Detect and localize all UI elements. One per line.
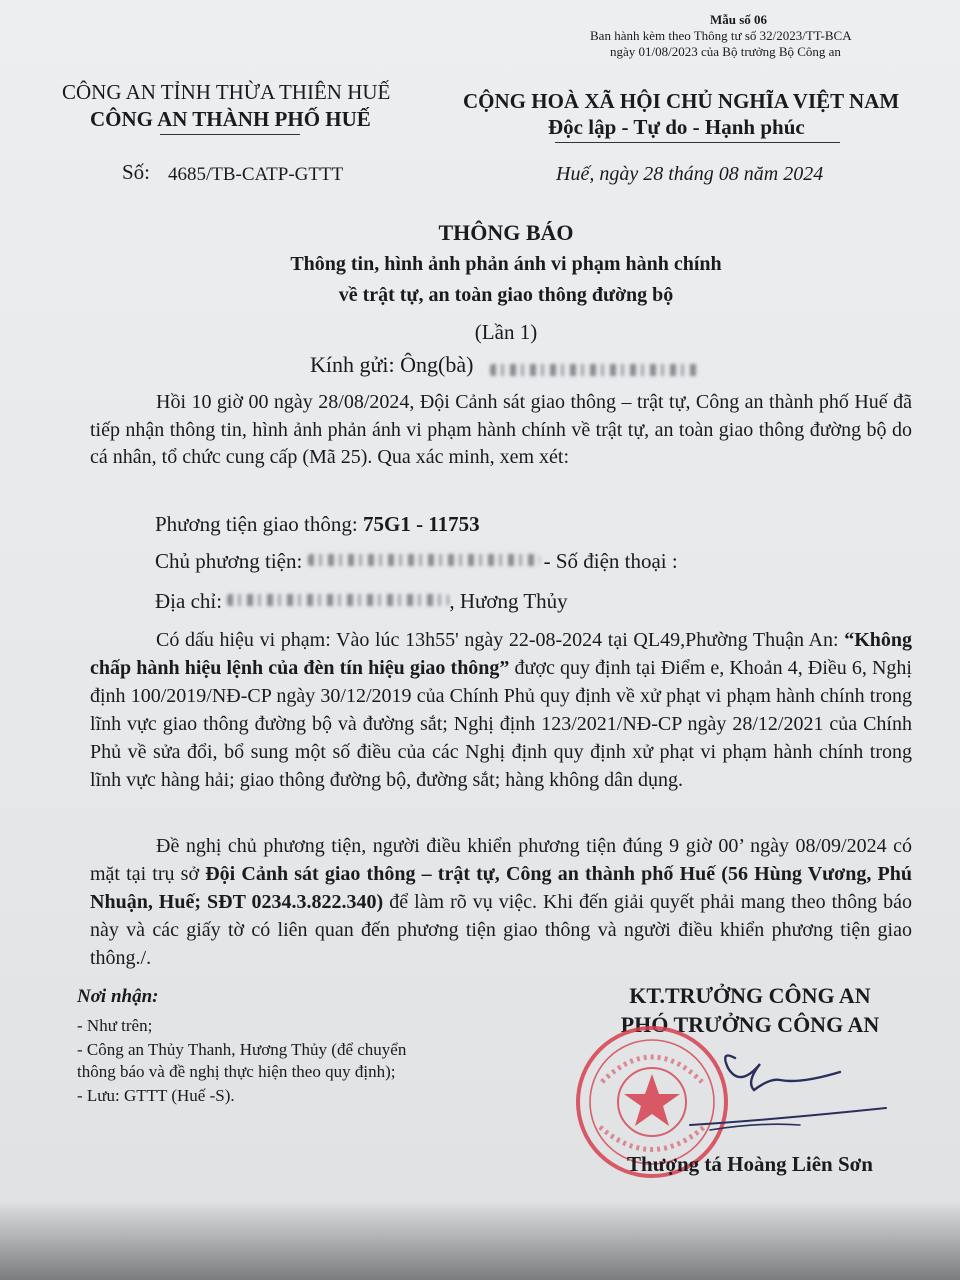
paragraph-request (90, 832, 912, 972)
owner-row (155, 549, 678, 574)
request-tail: để làm rõ vụ việc. Khi đến giải quyết phải mang theo thông báo này và các giấy tờ có liên quan đến phương tiện giao thông và người điều khiển phương tiện giao thông./. (90, 891, 913, 969)
owner-label: Chủ phương tiện: (155, 549, 308, 573)
doc-round: (Lần 1) (474, 320, 538, 344)
form-issued-line-1: Ban hành kèm theo Thông tư số 32/2023/TT-BCA (590, 28, 852, 43)
vehicle-row (155, 512, 480, 537)
form-issued-line-2: ngày 01/08/2023 của Bộ trưởng Bộ Công an (610, 44, 841, 59)
agency-name: CÔNG AN THÀNH PHỐ HUẾ (90, 107, 371, 131)
motto-underline (555, 142, 840, 143)
handwritten-signature-icon (650, 1030, 890, 1140)
doc-subtitle-2: về trật tự, an toàn giao thông đường bộ (338, 284, 674, 306)
agency-underline (160, 134, 300, 135)
form-number: Mẫu số 06 (710, 12, 768, 27)
phone-label: - Số điện thoại : (543, 549, 678, 573)
signer-name: Thượng tá Hoàng Liên Sơn (627, 1152, 873, 1176)
doc-title: THÔNG BÁO (438, 220, 574, 245)
receivers-title: Nơi nhận: (77, 986, 159, 1007)
receivers-line-4: - Lưu: GTTT (Huế -S). (77, 1086, 235, 1105)
paragraph-intro (90, 389, 912, 472)
redacted-address (227, 594, 449, 606)
doc-number-label: Số: (122, 160, 151, 184)
violation-legal-basis: được quy định tại Điểm e, Khoản 4, Điều 6, Nghị định 100/2019/NĐ-CP ngày 30/12/2019 của Chính Phủ quy định về xử phạt vi phạm hành chính trong lĩnh vực giao thông đường bộ và đường sắt; Nghị định 123/2021/NĐ-CP ngày 28/12/2021 của Chính Phủ về sửa đổi, bổ sung một số điều của các Nghị định quy định xử phạt vi phạm hành chính trong lĩnh vực hàng hải; giao thông đường bộ, đường sắt; hàng không dân dụng. (90, 657, 912, 791)
signature-title-2: PHÓ TRƯỞNG CÔNG AN (620, 1012, 880, 1037)
recipient-label: Kính gửi: Ông(bà) (310, 352, 474, 377)
receivers-line-2: - Công an Thủy Thanh, Hương Thủy (để chuyển (77, 1040, 407, 1059)
receivers-line-1: - Như trên; (77, 1016, 153, 1035)
paragraph-violation (90, 626, 912, 794)
nation-motto: Độc lập - Tự do - Hạnh phúc (548, 115, 805, 139)
redacted-owner-name (308, 554, 540, 566)
request-intro: Đề nghị chủ phương tiện, người điều khiển phương tiện đúng 9 giờ 00’ ngày 08/09/2024 có mặt tại trụ sở (90, 835, 912, 885)
address-tail: , Hương Thủy (449, 589, 568, 613)
date-line: Huế, ngày 28 tháng 08 năm 2024 (556, 163, 824, 185)
nation-name: CỘNG HOÀ XÃ HỘI CHỦ NGHĨA VIỆT NAM (463, 89, 900, 113)
agency-parent: CÔNG AN TỈNH THỪA THIÊN HUẾ (62, 80, 391, 104)
violation-intro: Có dấu hiệu vi phạm: Vào lúc 13h55' ngày 22-08-2024 tại QL49,Phường Thuận An: (156, 629, 845, 651)
receivers-line-3: thông báo và đề nghị thực hiện theo quy định); (77, 1062, 396, 1081)
doc-number: 4685/TB-CATP-GTTT (168, 164, 344, 185)
bottom-shadow (0, 1200, 960, 1280)
address-row (155, 589, 568, 614)
doc-subtitle-1: Thông tin, hình ảnh phản ánh vi phạm hành chính (290, 253, 722, 275)
vehicle-label: Phương tiện giao thông: (155, 512, 363, 536)
violation-name: “Không chấp hành hiệu lệnh của đèn tín hiệu giao thông” (90, 629, 912, 679)
vehicle-plate: 75G1 - 11753 (362, 512, 480, 536)
redacted-recipient-name (490, 364, 700, 376)
request-office: Đội Cảnh sát giao thông – trật tự, Công an thành phố Huế (56 Hùng Vương, Phú Nhuận, Huế; SĐT 0234.3.822.340) (90, 863, 913, 913)
paragraph-intro-text: Hồi 10 giờ 00 ngày 28/08/2024, Đội Cảnh sát giao thông – trật tự, Công an thành phố Huế đã tiếp nhận thông tin, hình ảnh phản ánh vi phạm hành chính về trật tự, an toàn giao thông đường bộ do cá nhân, tổ chức cung cấp (Mã 25). Qua xác minh, xem xét: (90, 391, 912, 468)
signature-title-1: KT.TRƯỞNG CÔNG AN (629, 983, 871, 1008)
address-label: Địa chỉ: (155, 589, 228, 613)
